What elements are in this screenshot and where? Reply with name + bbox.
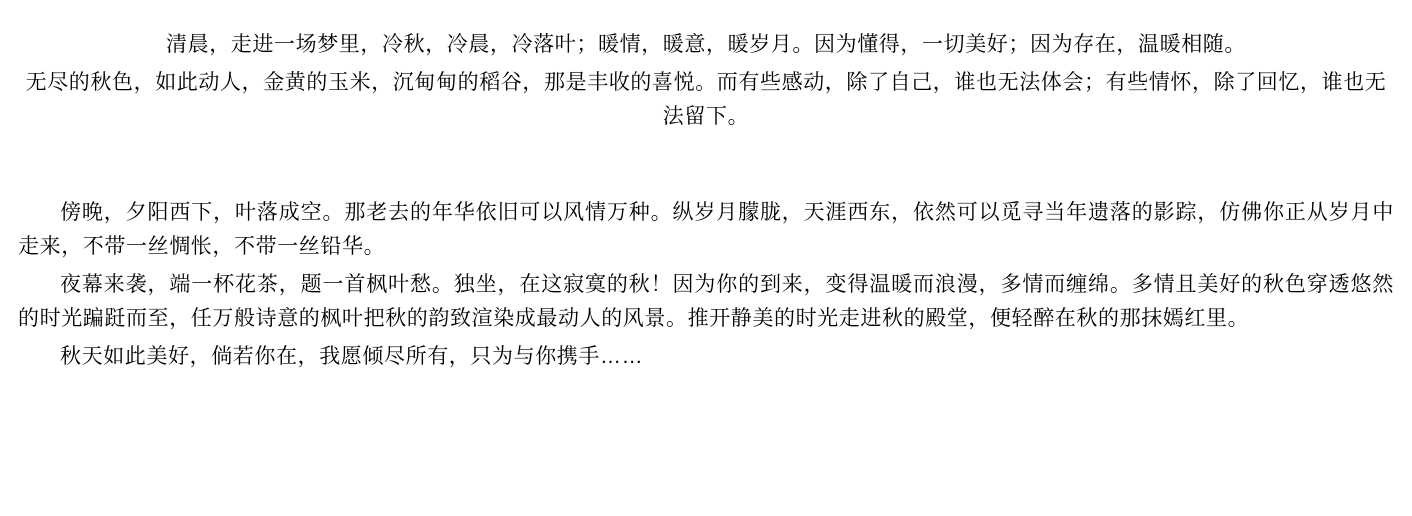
- section-spacer: [18, 134, 1394, 196]
- paragraph-body-2: 夜幕来袭，端一杯花茶，题一首枫叶愁。独坐，在这寂寞的秋！因为你的到来，变得温暖而浪漫，多情而缠绵。多情且美好的秋色穿透悠然的时光蹁跹而至，任万般诗意的枫叶把秋的韵致渲染成最动人的风景。推开静美的时光走进秋的殿堂，便轻醉在秋的那抹嫣红里。: [18, 273, 1394, 330]
- paragraph-intro-2: 无尽的秋色，如此动人，金黄的玉米，沉甸甸的稻谷，那是丰收的喜悦。而有些感动，除了自己，谁也无法体会；有些情怀，除了回忆，谁也无法留下。: [25, 71, 1387, 128]
- paragraph-body-3: 秋天如此美好，倘若你在，我愿倾尽所有，只为与你携手……: [60, 345, 644, 368]
- paragraph-intro-1: 清晨，走进一场梦里，冷秋，冷晨，冷落叶；暖情，暖意，暖岁月。因为懂得，一切美好；因为存在，温暖相随。: [166, 33, 1246, 56]
- paragraph-body-1: 傍晚，夕阳西下，叶落成空。那老去的年华依旧可以风情万种。纵岁月朦胧，天涯西东，依然可以觅寻当年遗落的影踪，仿佛你正从岁月中走来，不带一丝惆怅，不带一丝铅华。: [18, 201, 1394, 258]
